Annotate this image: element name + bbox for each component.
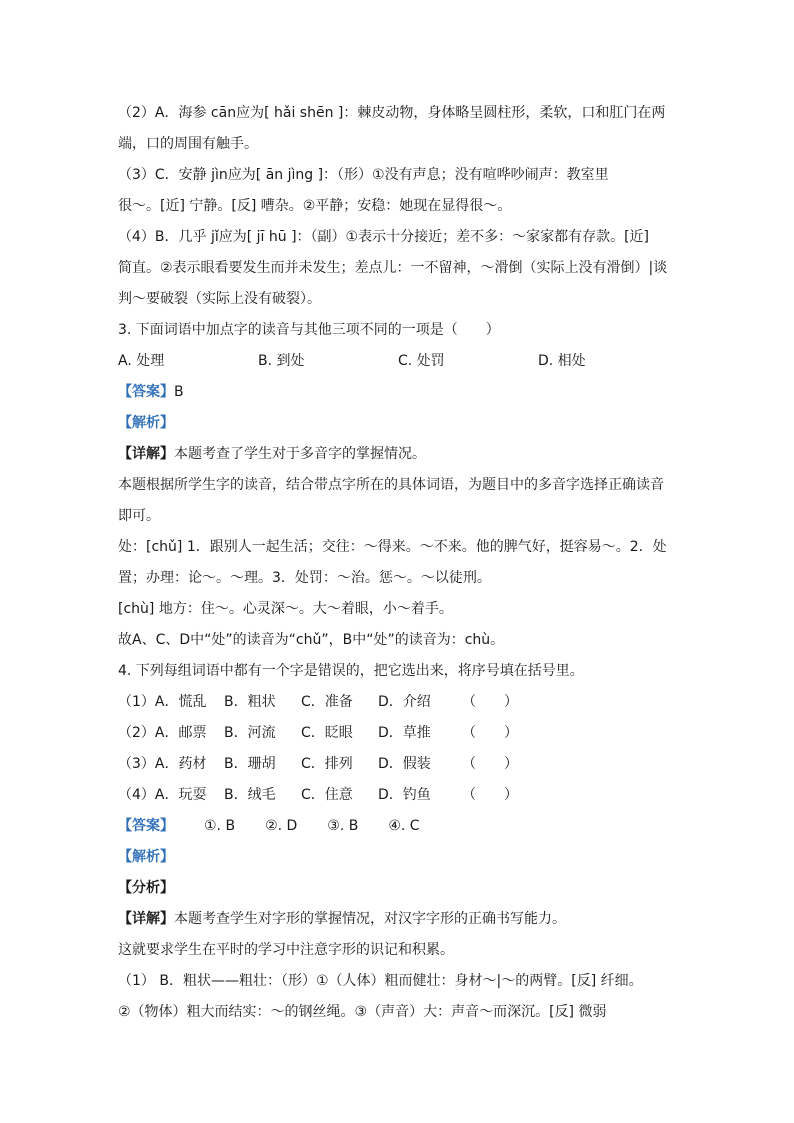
option-cell: D．假装 [378,756,431,772]
option-cell: B．河流 [224,725,276,741]
text-line: 本题根据所学生字的读音，结合带点字所在的具体词语，为题目中的多音字选择正确读音 [118,477,664,493]
answer-value: ③. B [327,818,359,834]
text-line: 判～要破裂（实际上没有破裂）。 [118,291,321,307]
question-3-analysis [118,408,678,439]
question-3-detail-first [118,439,678,470]
analysis-label: 【解析】 [118,849,174,865]
option-cell: D．草推 [378,725,431,741]
answer-blank: （ ） [462,787,518,803]
question-4-row [118,687,678,718]
answer-blank: （ ） [462,756,518,772]
option-d: D. 相处 [538,353,586,369]
question-4-stem: 4. 下列每组词语中都有一个字是错误的，把它选出来，将序号填在括号里。 [118,663,584,679]
text-line: 端，口的周围有触手。 [118,136,258,152]
question-3-answer [118,377,678,408]
text-line: 这就要求学生在平时的学习中注意字形的识记和积累。 [118,942,454,958]
analysis-label: 【解析】 [118,415,174,431]
option-cell: B．粗状 [224,694,276,710]
document-page [118,98,678,1028]
question-4-row [118,718,678,749]
text-line: 即可。 [118,508,160,524]
text-line: 本题考查了学生对于多音字的掌握情况。 [174,446,426,462]
text-line: ②（物体）粗大而结实：～的钢丝绳。③（声音）大：声音～而深沉。[反] 微弱 [118,1004,607,1020]
option-cell: （2）A．邮票 [118,725,207,741]
text-line: （3）C．安静 jìn应为[ ān jìng ]：（形）①没有声息；没有喧哗吵闹声：教室里 [118,167,609,183]
answer-value: B [174,384,184,400]
detail-label: 【详解】 [118,446,174,462]
question-4-answer [118,811,678,842]
text-line: 故A、C、D中“处”的读音为“chǔ”，B中“处”的读音为：chù。 [118,632,505,648]
text-line: 置；办理：论～。～理。3．处罚：～治。惩～。～以徒刑。 [118,570,491,586]
answer-label: 【答案】 [118,384,174,400]
text-line: [chù] 地方：住～。心灵深～。大～着眼，小～着手。 [118,601,453,617]
option-c: C. 处罚 [398,353,445,369]
option-cell: C．准备 [301,694,353,710]
option-cell: D．介绍 [378,694,431,710]
text-line: 处：[chǔ] 1．跟别人一起生活；交往：～得来。～不来。他的脾气好，挺容易～。2．处 [118,539,667,555]
option-cell: B．珊胡 [224,756,276,772]
question-3-options [118,346,678,377]
option-cell: C．住意 [301,787,353,803]
text-line: 简直。②表示眼看要发生而并未发生；差点儿：一不留神，～滑倒（实际上没有滑倒）|谈 [118,260,668,276]
fenxi-label: 【分析】 [118,880,174,896]
answer-value: ④. C [388,818,420,834]
text-line: （4）B．几乎 jǐ应为[ jī hū ]：（副）①表示十分接近；差不多：～家家都有存款。[近] [118,229,650,245]
option-cell: （1）A．慌乱 [118,694,207,710]
answer-blank: （ ） [462,694,518,710]
answer-value: ②. D [265,818,298,834]
text-line: （2）A．海参 cān应为[ hǎi shēn ]：棘皮动物，身体略呈圆柱形，柔软，口和肛门在两 [118,105,666,121]
question-3-stem: 3. 下面词语中加点字的读音与其他三项不同的一项是（ ） [118,322,500,338]
answer-blank: （ ） [462,725,518,741]
option-cell: （4）A．玩耍 [118,787,207,803]
option-a: A. 处理 [118,353,165,369]
option-cell: D．钓鱼 [378,787,431,803]
option-b: B. 到处 [258,353,305,369]
option-cell: （3）A．药材 [118,756,207,772]
option-cell: C．排列 [301,756,353,772]
question-4-row [118,780,678,811]
answer-value: ①. B [204,818,236,834]
text-line: 本题考查学生对字形的掌握情况，对汉字字形的正确书写能力。 [174,911,566,927]
answer-label: 【答案】 [118,818,174,834]
text-line: （1） B．粗状——粗壮：（形）①（人体）粗而健壮：身材～|～的两臂。[反] 纤细。 [118,973,643,989]
text-line: 很～。[近] 宁静。[反] 嘈杂。②平静；安稳：她现在显得很～。 [118,198,512,214]
option-cell: C．眨眼 [301,725,353,741]
question-4-row [118,749,678,780]
option-cell: B．绒毛 [224,787,276,803]
question-4-fenxi [118,873,678,904]
question-4-analysis [118,842,678,873]
detail-label: 【详解】 [118,911,174,927]
question-4-detail-first [118,904,678,935]
